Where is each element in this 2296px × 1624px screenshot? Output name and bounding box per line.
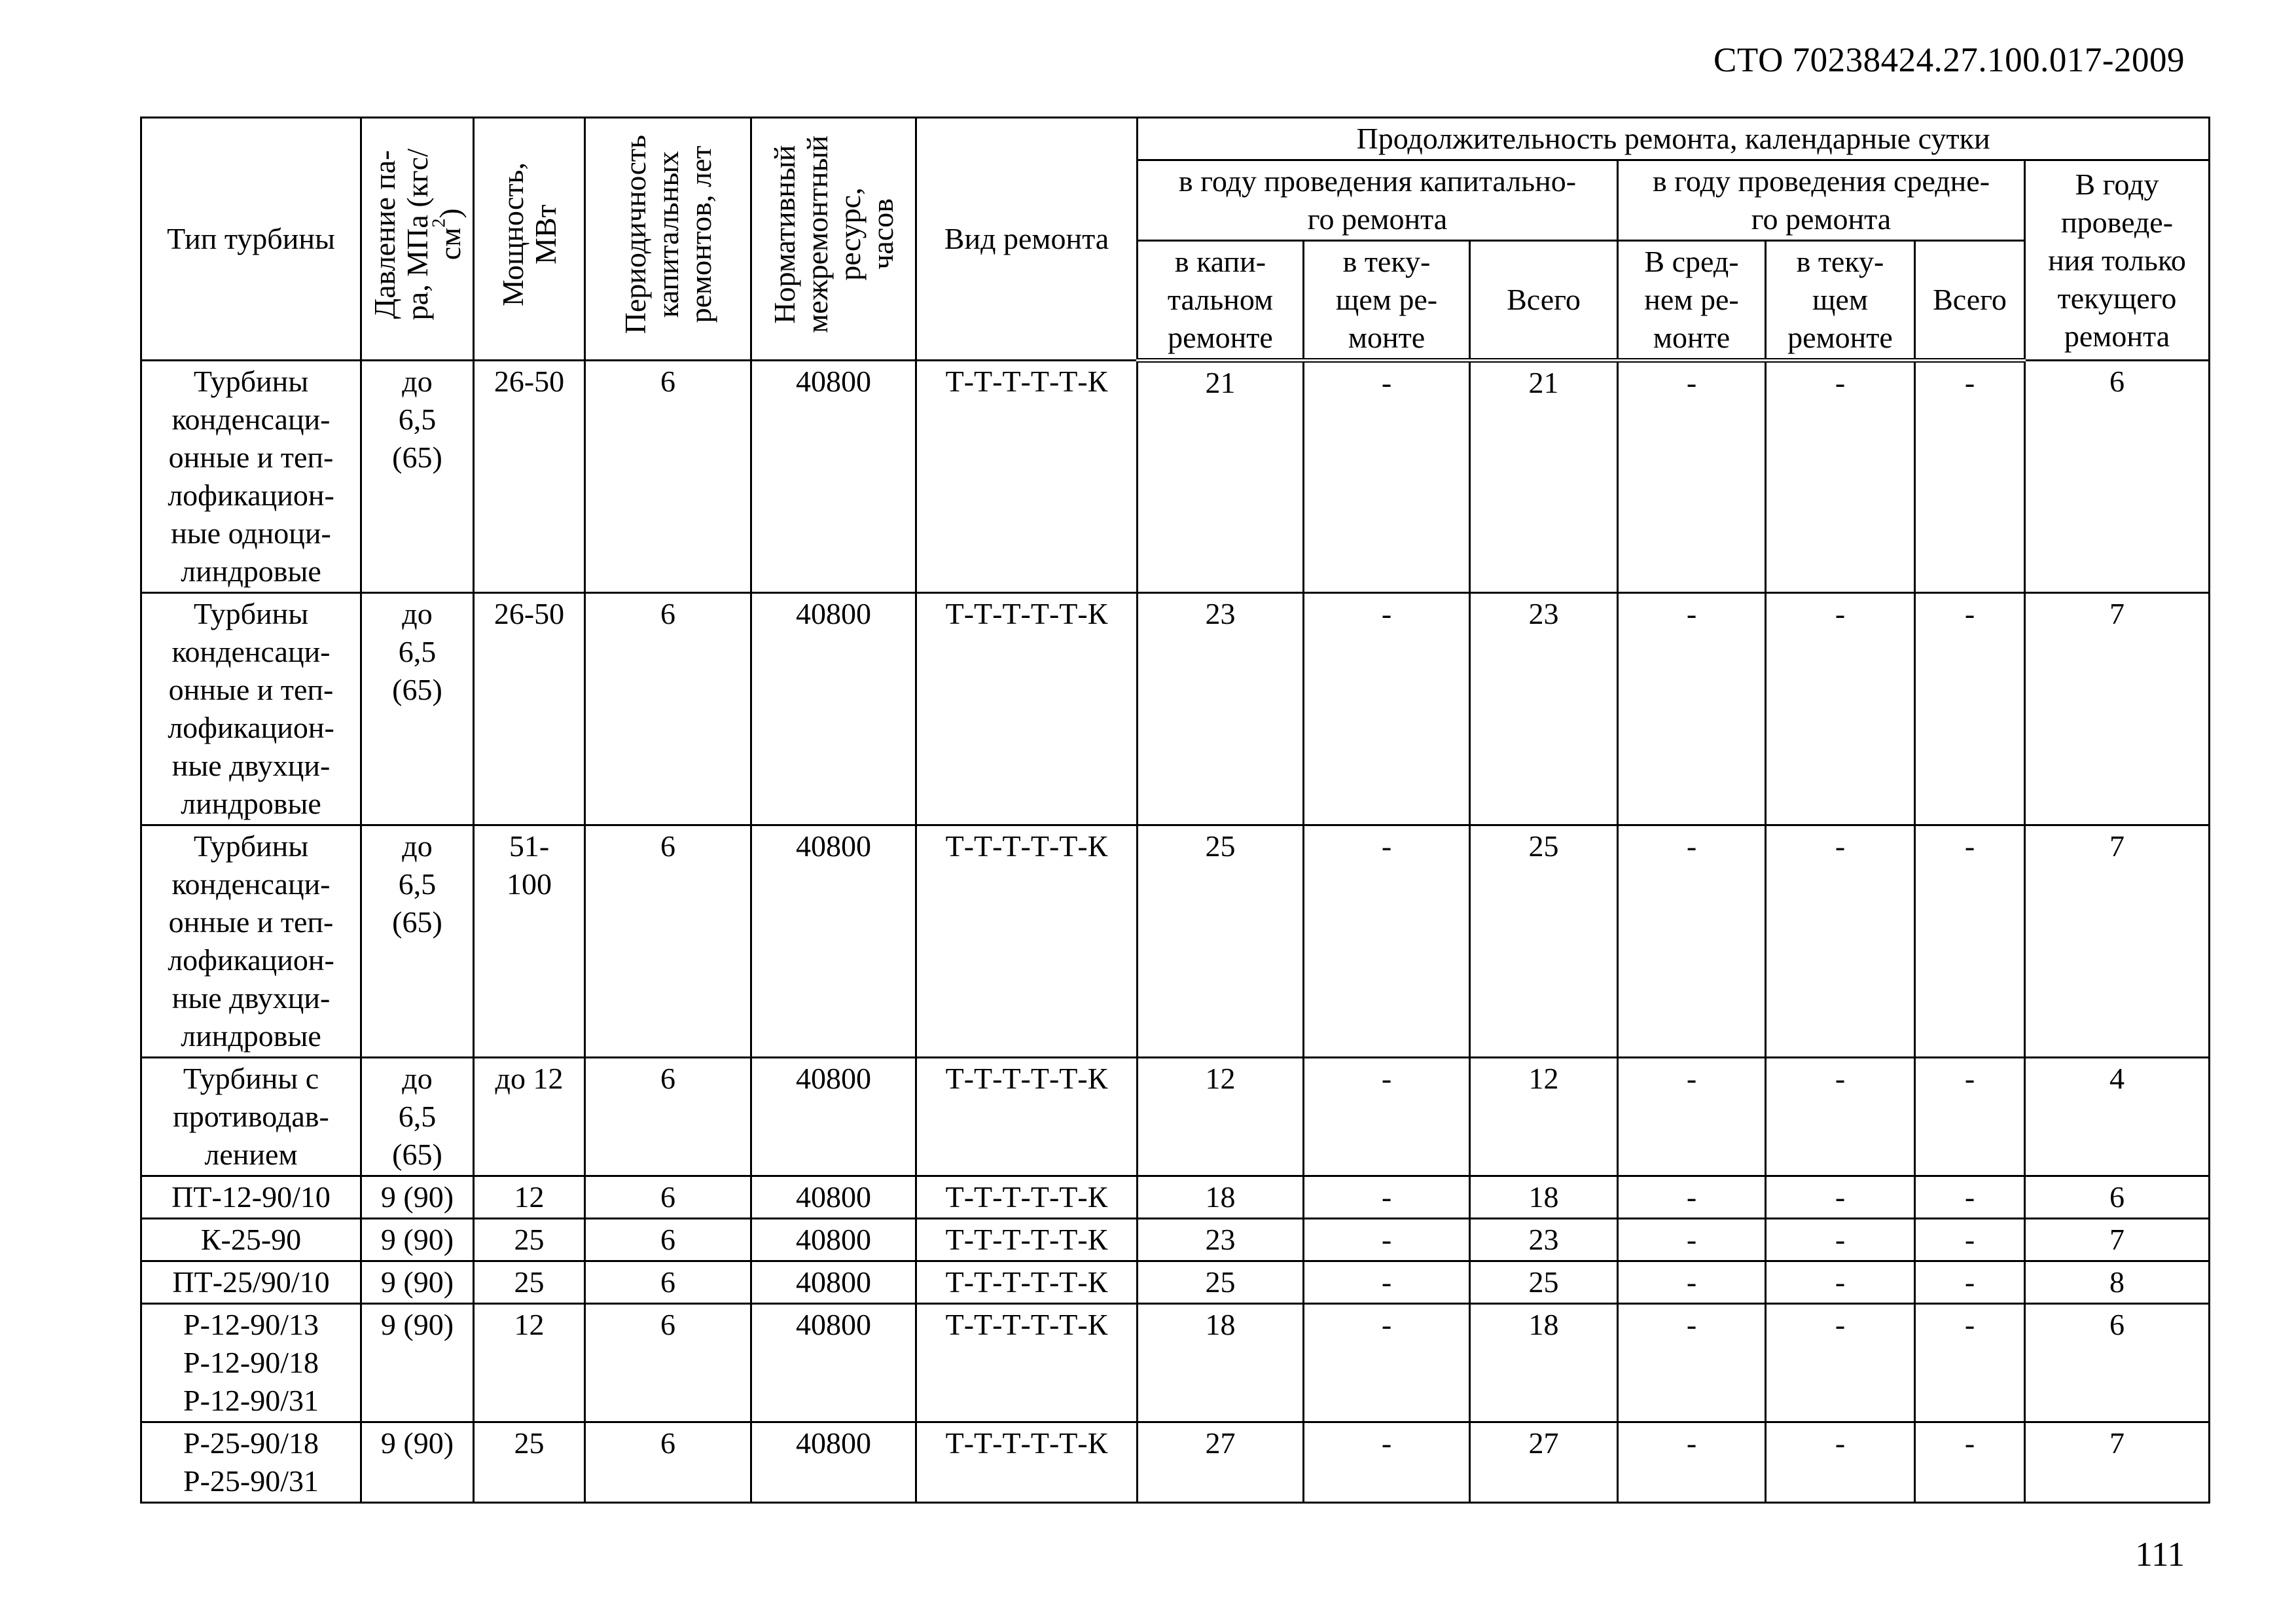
cell-kind: Т-Т-Т-Т-Т-К — [916, 1176, 1138, 1219]
cell-cap-cap: 23 — [1138, 1219, 1304, 1261]
cell-mid-mid: - — [1618, 593, 1766, 825]
cell-cap-total: 18 — [1470, 1304, 1618, 1422]
table-row — [141, 1422, 2210, 1503]
cell-mid-cur: - — [1766, 825, 1915, 1058]
cell-mid-total: - — [1915, 361, 2025, 593]
cell-cap-cur: - — [1304, 1058, 1470, 1176]
cell-pressure: 9 (90) — [361, 1261, 474, 1304]
cell-mid-total: - — [1915, 1422, 2025, 1503]
cell-cap-cur: - — [1304, 1422, 1470, 1503]
cell-cap-total: 12 — [1470, 1058, 1618, 1176]
header-cur-year: В году проведе- ния только текущего ремонта — [2025, 160, 2210, 361]
cell-resource: 40800 — [751, 361, 916, 593]
cell-mid-cur: - — [1766, 361, 1915, 593]
cell-cur-only: 6 — [2025, 361, 2210, 593]
cell-type: Р-12-90/13 Р-12-90/18 Р-12-90/31 — [141, 1304, 361, 1422]
cell-power: 12 — [474, 1304, 585, 1422]
cell-cur-only: 6 — [2025, 1304, 2210, 1422]
cell-power: 25 — [474, 1261, 585, 1304]
cell-kind: Т-Т-Т-Т-Т-К — [916, 361, 1138, 593]
cell-cap-total: 23 — [1470, 1219, 1618, 1261]
header-duration: Продолжительность ремонта, календарные сутки — [1138, 118, 2210, 160]
cell-cap-cur: - — [1304, 361, 1470, 593]
cell-type: Турбины конденсаци- онные и теп- лофикацион- ные одноци- линдровые — [141, 361, 361, 593]
cell-mid-mid: - — [1618, 1261, 1766, 1304]
cell-period: 6 — [585, 1422, 751, 1503]
cell-type: Турбины конденсаци- онные и теп- лофикацион- ные двухци- линдровые — [141, 825, 361, 1058]
cell-mid-mid: - — [1618, 1304, 1766, 1422]
header-cap-year: в году проведения капитально- го ремонта — [1138, 160, 1618, 241]
table-row — [141, 1304, 2210, 1422]
cell-power: 12 — [474, 1176, 585, 1219]
cell-mid-cur: - — [1766, 1422, 1915, 1503]
table-row — [141, 593, 2210, 825]
cell-mid-mid: - — [1618, 361, 1766, 593]
cell-mid-total: - — [1915, 1304, 2025, 1422]
cell-mid-cur: - — [1766, 1176, 1915, 1219]
cell-cur-only: 7 — [2025, 1422, 2210, 1503]
cell-type: Турбины с противодав- лением — [141, 1058, 361, 1176]
cell-mid-cur: - — [1766, 1261, 1915, 1304]
cell-resource: 40800 — [751, 1176, 916, 1219]
cell-resource: 40800 — [751, 1422, 916, 1503]
cell-cap-cur: - — [1304, 1176, 1470, 1219]
cell-kind: Т-Т-Т-Т-Т-К — [916, 1058, 1138, 1176]
cell-kind: Т-Т-Т-Т-Т-К — [916, 1422, 1138, 1503]
cell-period: 6 — [585, 1176, 751, 1219]
cell-resource: 40800 — [751, 1304, 916, 1422]
cell-cap-cur: - — [1304, 825, 1470, 1058]
page-number: 111 — [2135, 1536, 2185, 1574]
cell-kind: Т-Т-Т-Т-Т-К — [916, 1304, 1138, 1422]
cell-cap-total: 18 — [1470, 1176, 1618, 1219]
cell-cur-only: 6 — [2025, 1176, 2210, 1219]
cell-pressure: до 6,5 (65) — [361, 593, 474, 825]
cell-resource: 40800 — [751, 1058, 916, 1176]
cell-pressure: до 6,5 (65) — [361, 1058, 474, 1176]
header-period: Периодичность капитальных ремонтов, лет — [585, 118, 751, 361]
cell-cap-cur: - — [1304, 593, 1470, 825]
cell-period: 6 — [585, 593, 751, 825]
cell-cur-only: 8 — [2025, 1261, 2210, 1304]
cell-resource: 40800 — [751, 593, 916, 825]
cell-kind: Т-Т-Т-Т-Т-К — [916, 1219, 1138, 1261]
cell-power: 51- 100 — [474, 825, 585, 1058]
cell-type: К-25-90 — [141, 1219, 361, 1261]
cell-type: Турбины конденсаци- онные и теп- лофикацион- ные двухци- линдровые — [141, 593, 361, 825]
cell-cap-cap: 18 — [1138, 1304, 1304, 1422]
header-mid-year: в году проведения средне- го ремонта — [1618, 160, 2025, 241]
cell-power: 26-50 — [474, 593, 585, 825]
cell-kind: Т-Т-Т-Т-Т-К — [916, 593, 1138, 825]
header-mid-mid: В сред- нем ре- монте — [1618, 241, 1766, 361]
table-row — [141, 1219, 2210, 1261]
table-row — [141, 1176, 2210, 1219]
cell-cap-cap: 25 — [1138, 825, 1304, 1058]
cell-pressure: до 6,5 (65) — [361, 361, 474, 593]
cell-pressure: 9 (90) — [361, 1176, 474, 1219]
cell-resource: 40800 — [751, 1261, 916, 1304]
cell-cap-total: 25 — [1470, 825, 1618, 1058]
cell-period: 6 — [585, 1058, 751, 1176]
header-cap-cur: в теку- щем ре- монте — [1304, 241, 1470, 361]
cell-mid-total: - — [1915, 1058, 2025, 1176]
cell-cap-cur: - — [1304, 1261, 1470, 1304]
cell-cap-cap: 21 — [1138, 361, 1304, 593]
cell-power: 25 — [474, 1219, 585, 1261]
turbine-repair-table — [140, 117, 2210, 1504]
cell-type: ПТ-25/90/10 — [141, 1261, 361, 1304]
header-power: Мощность, МВт — [474, 118, 585, 361]
header-mid-total: Всего — [1915, 241, 2025, 361]
cell-kind: Т-Т-Т-Т-Т-К — [916, 1261, 1138, 1304]
cell-mid-cur: - — [1766, 1219, 1915, 1261]
cell-mid-total: - — [1915, 1261, 2025, 1304]
cell-power: до 12 — [474, 1058, 585, 1176]
header-repair-kind: Вид ремонта — [916, 118, 1138, 361]
cell-period: 6 — [585, 1219, 751, 1261]
cell-pressure: до 6,5 (65) — [361, 825, 474, 1058]
cell-cur-only: 7 — [2025, 1219, 2210, 1261]
document-code: СТО 70238424.27.100.017-2009 — [1713, 41, 2185, 79]
cell-period: 6 — [585, 1261, 751, 1304]
table-row — [141, 1261, 2210, 1304]
cell-cur-only: 7 — [2025, 825, 2210, 1058]
cell-mid-cur: - — [1766, 593, 1915, 825]
header-pressure: Давление па- ра, МПа (кгс/ $см^2$) — [361, 118, 474, 361]
cell-cap-cap: 25 — [1138, 1261, 1304, 1304]
cell-type: ПТ-12-90/10 — [141, 1176, 361, 1219]
cell-cap-total: 27 — [1470, 1422, 1618, 1503]
cell-mid-mid: - — [1618, 1422, 1766, 1503]
header-resource: Нормативный межремонтный ресурс, часов — [751, 118, 916, 361]
cell-mid-mid: - — [1618, 825, 1766, 1058]
table-row — [141, 825, 2210, 1058]
cell-cur-only: 4 — [2025, 1058, 2210, 1176]
cell-cur-only: 7 — [2025, 593, 2210, 825]
cell-mid-mid: - — [1618, 1176, 1766, 1219]
cell-resource: 40800 — [751, 825, 916, 1058]
cell-cap-total: 21 — [1470, 361, 1618, 593]
cell-mid-total: - — [1915, 825, 2025, 1058]
cell-resource: 40800 — [751, 1219, 916, 1261]
header-type: Тип турбины — [141, 118, 361, 361]
cell-mid-total: - — [1915, 593, 2025, 825]
cell-power: 26-50 — [474, 361, 585, 593]
cell-power: 25 — [474, 1422, 585, 1503]
cell-type: Р-25-90/18 Р-25-90/31 — [141, 1422, 361, 1503]
cell-cap-cap: 12 — [1138, 1058, 1304, 1176]
cell-period: 6 — [585, 361, 751, 593]
cell-cap-cap: 27 — [1138, 1422, 1304, 1503]
header-row-1 — [141, 118, 2210, 160]
cell-mid-mid: - — [1618, 1058, 1766, 1176]
header-cap-cap: в капи- тальном ремонте — [1138, 241, 1304, 361]
table-row — [141, 361, 2210, 593]
cell-mid-total: - — [1915, 1176, 2025, 1219]
cell-period: 6 — [585, 1304, 751, 1422]
cell-cap-cur: - — [1304, 1219, 1470, 1261]
header-mid-cur: в теку- щем ремонте — [1766, 241, 1915, 361]
cell-kind: Т-Т-Т-Т-Т-К — [916, 825, 1138, 1058]
header-cap-total: Всего — [1470, 241, 1618, 361]
cell-mid-cur: - — [1766, 1058, 1915, 1176]
cell-cap-total: 25 — [1470, 1261, 1618, 1304]
cell-cap-total: 23 — [1470, 593, 1618, 825]
cell-mid-total: - — [1915, 1219, 2025, 1261]
cell-pressure: 9 (90) — [361, 1304, 474, 1422]
cell-mid-mid: - — [1618, 1219, 1766, 1261]
table-row — [141, 1058, 2210, 1176]
cell-pressure: 9 (90) — [361, 1219, 474, 1261]
cell-cap-cap: 18 — [1138, 1176, 1304, 1219]
cell-cap-cap: 23 — [1138, 593, 1304, 825]
cell-period: 6 — [585, 825, 751, 1058]
cell-mid-cur: - — [1766, 1304, 1915, 1422]
cell-cap-cur: - — [1304, 1304, 1470, 1422]
cell-pressure: 9 (90) — [361, 1422, 474, 1503]
